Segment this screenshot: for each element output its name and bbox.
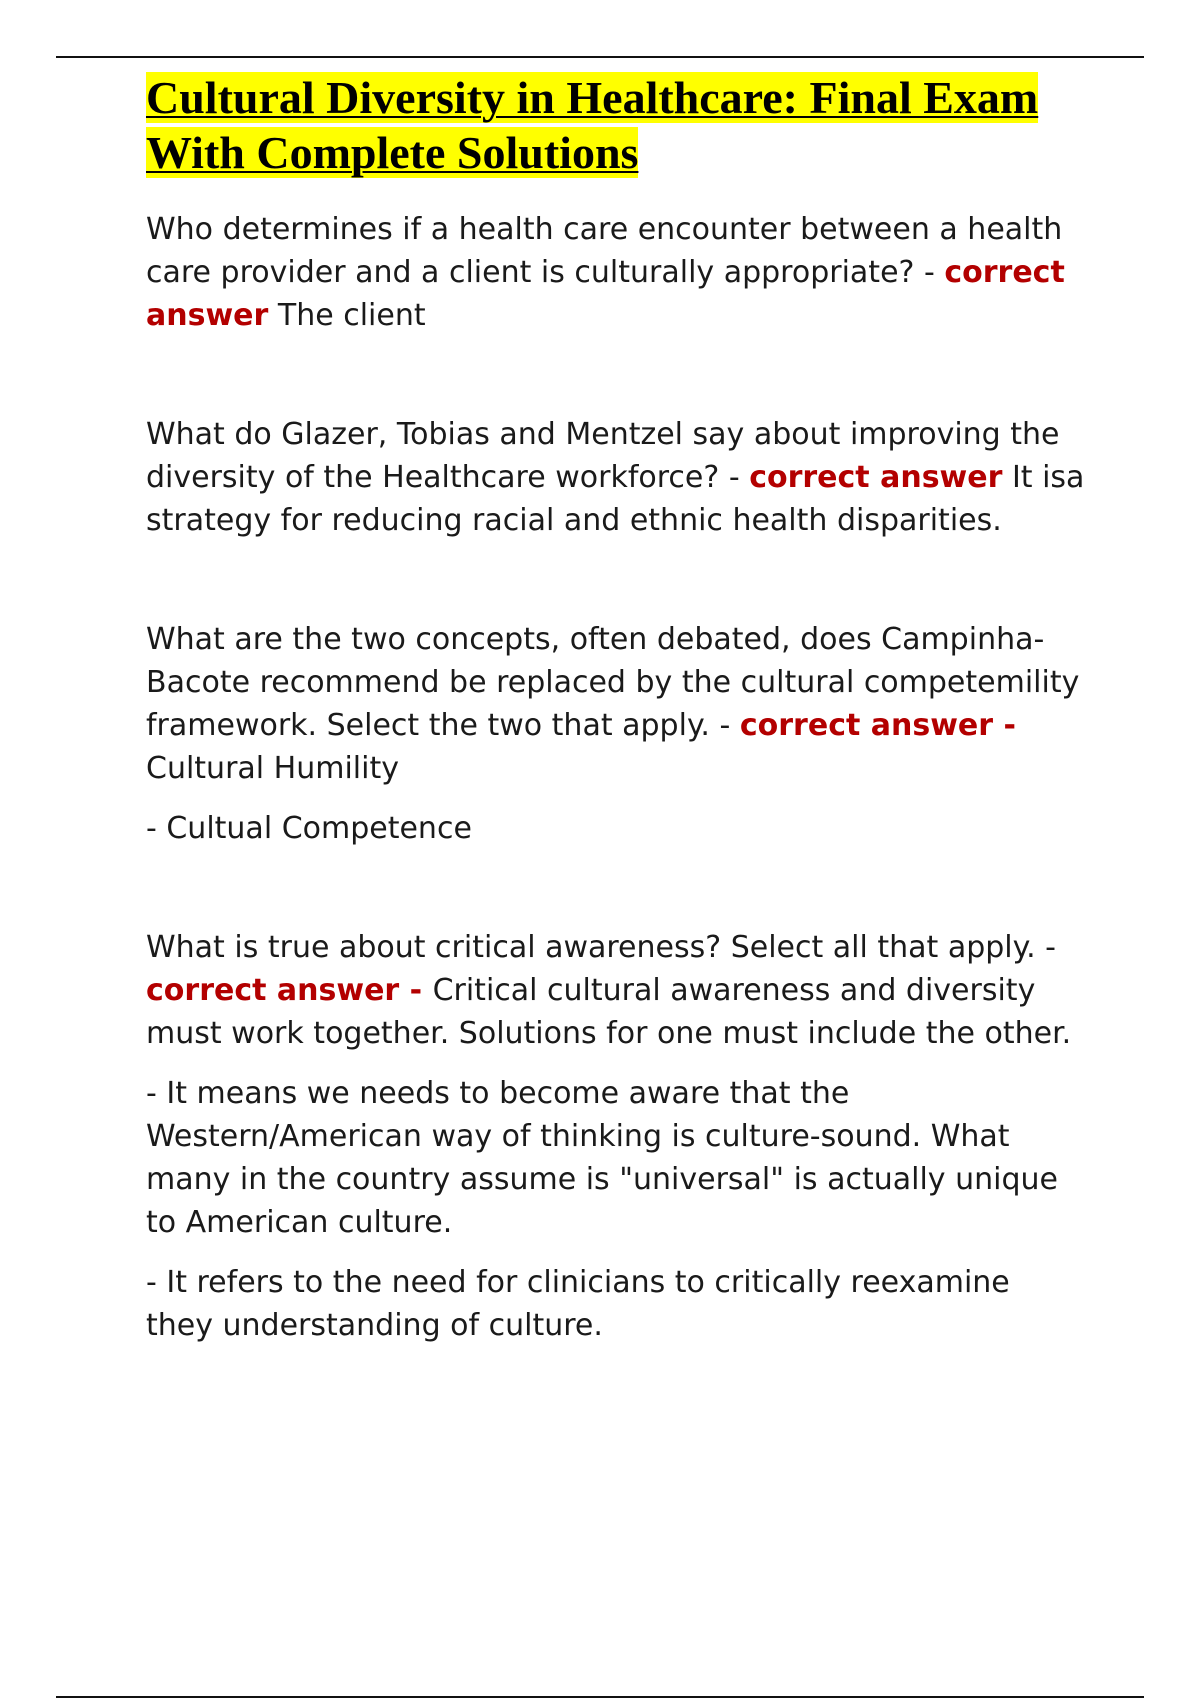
correct-answer-label: correct answer bbox=[146, 255, 1065, 333]
question-text bbox=[146, 413, 1086, 542]
footer-rule bbox=[56, 1696, 1144, 1698]
question-text bbox=[146, 926, 1086, 1055]
document-body bbox=[146, 70, 1086, 1347]
answer-text: The client bbox=[268, 298, 426, 333]
answer-text: Cultural Humility bbox=[146, 751, 399, 786]
question-block-1 bbox=[146, 208, 1086, 337]
question-prompt: What are the two concepts, often debated, does Campinha-Bacote recommend be replaced by the cultural competemility framework. Select the two that apply. - bbox=[146, 622, 1080, 743]
question-prompt: What is true about critical awareness? Select all that apply. - bbox=[146, 930, 1057, 965]
correct-answer-label: correct answer - bbox=[146, 973, 433, 1008]
highlighted-title-text: Cultural Diversity in Healthcare: Final Exam With Complete Solutions bbox=[146, 72, 1039, 178]
document-title bbox=[146, 70, 1086, 180]
correct-answer-label: correct answer bbox=[749, 460, 1003, 495]
question-block-3 bbox=[146, 618, 1086, 850]
answer-option: - It means we needs to become aware that the Western/American way of thinking is culture-sound. What many in the country assume is "universal" is actually unique to American culture. bbox=[146, 1076, 1058, 1240]
answer-text: It isa strategy for reducing racial and ethnic health disparities. bbox=[146, 460, 1085, 538]
question-block-4 bbox=[146, 926, 1086, 1347]
question-text bbox=[146, 208, 1086, 337]
answer-option: - It refers to the need for clinicians to critically reexamine they understanding of culture. bbox=[146, 1265, 1010, 1343]
question-block-2 bbox=[146, 413, 1086, 542]
question-text bbox=[146, 618, 1086, 790]
answer-text: Critical cultural awareness and diversity must work together. Solutions for one must include the other. bbox=[146, 973, 1072, 1051]
header-rule bbox=[56, 56, 1144, 58]
correct-answer-label: correct answer - bbox=[739, 708, 1016, 743]
question-prompt: Who determines if a health care encounter between a health care provider and a client is culturally appropriate? - bbox=[146, 212, 1063, 290]
question-prompt: What do Glazer, Tobias and Mentzel say about improving the diversity of the Healthcare workforce? - bbox=[146, 417, 1060, 495]
answer-option: - Cultual Competence bbox=[146, 811, 472, 846]
